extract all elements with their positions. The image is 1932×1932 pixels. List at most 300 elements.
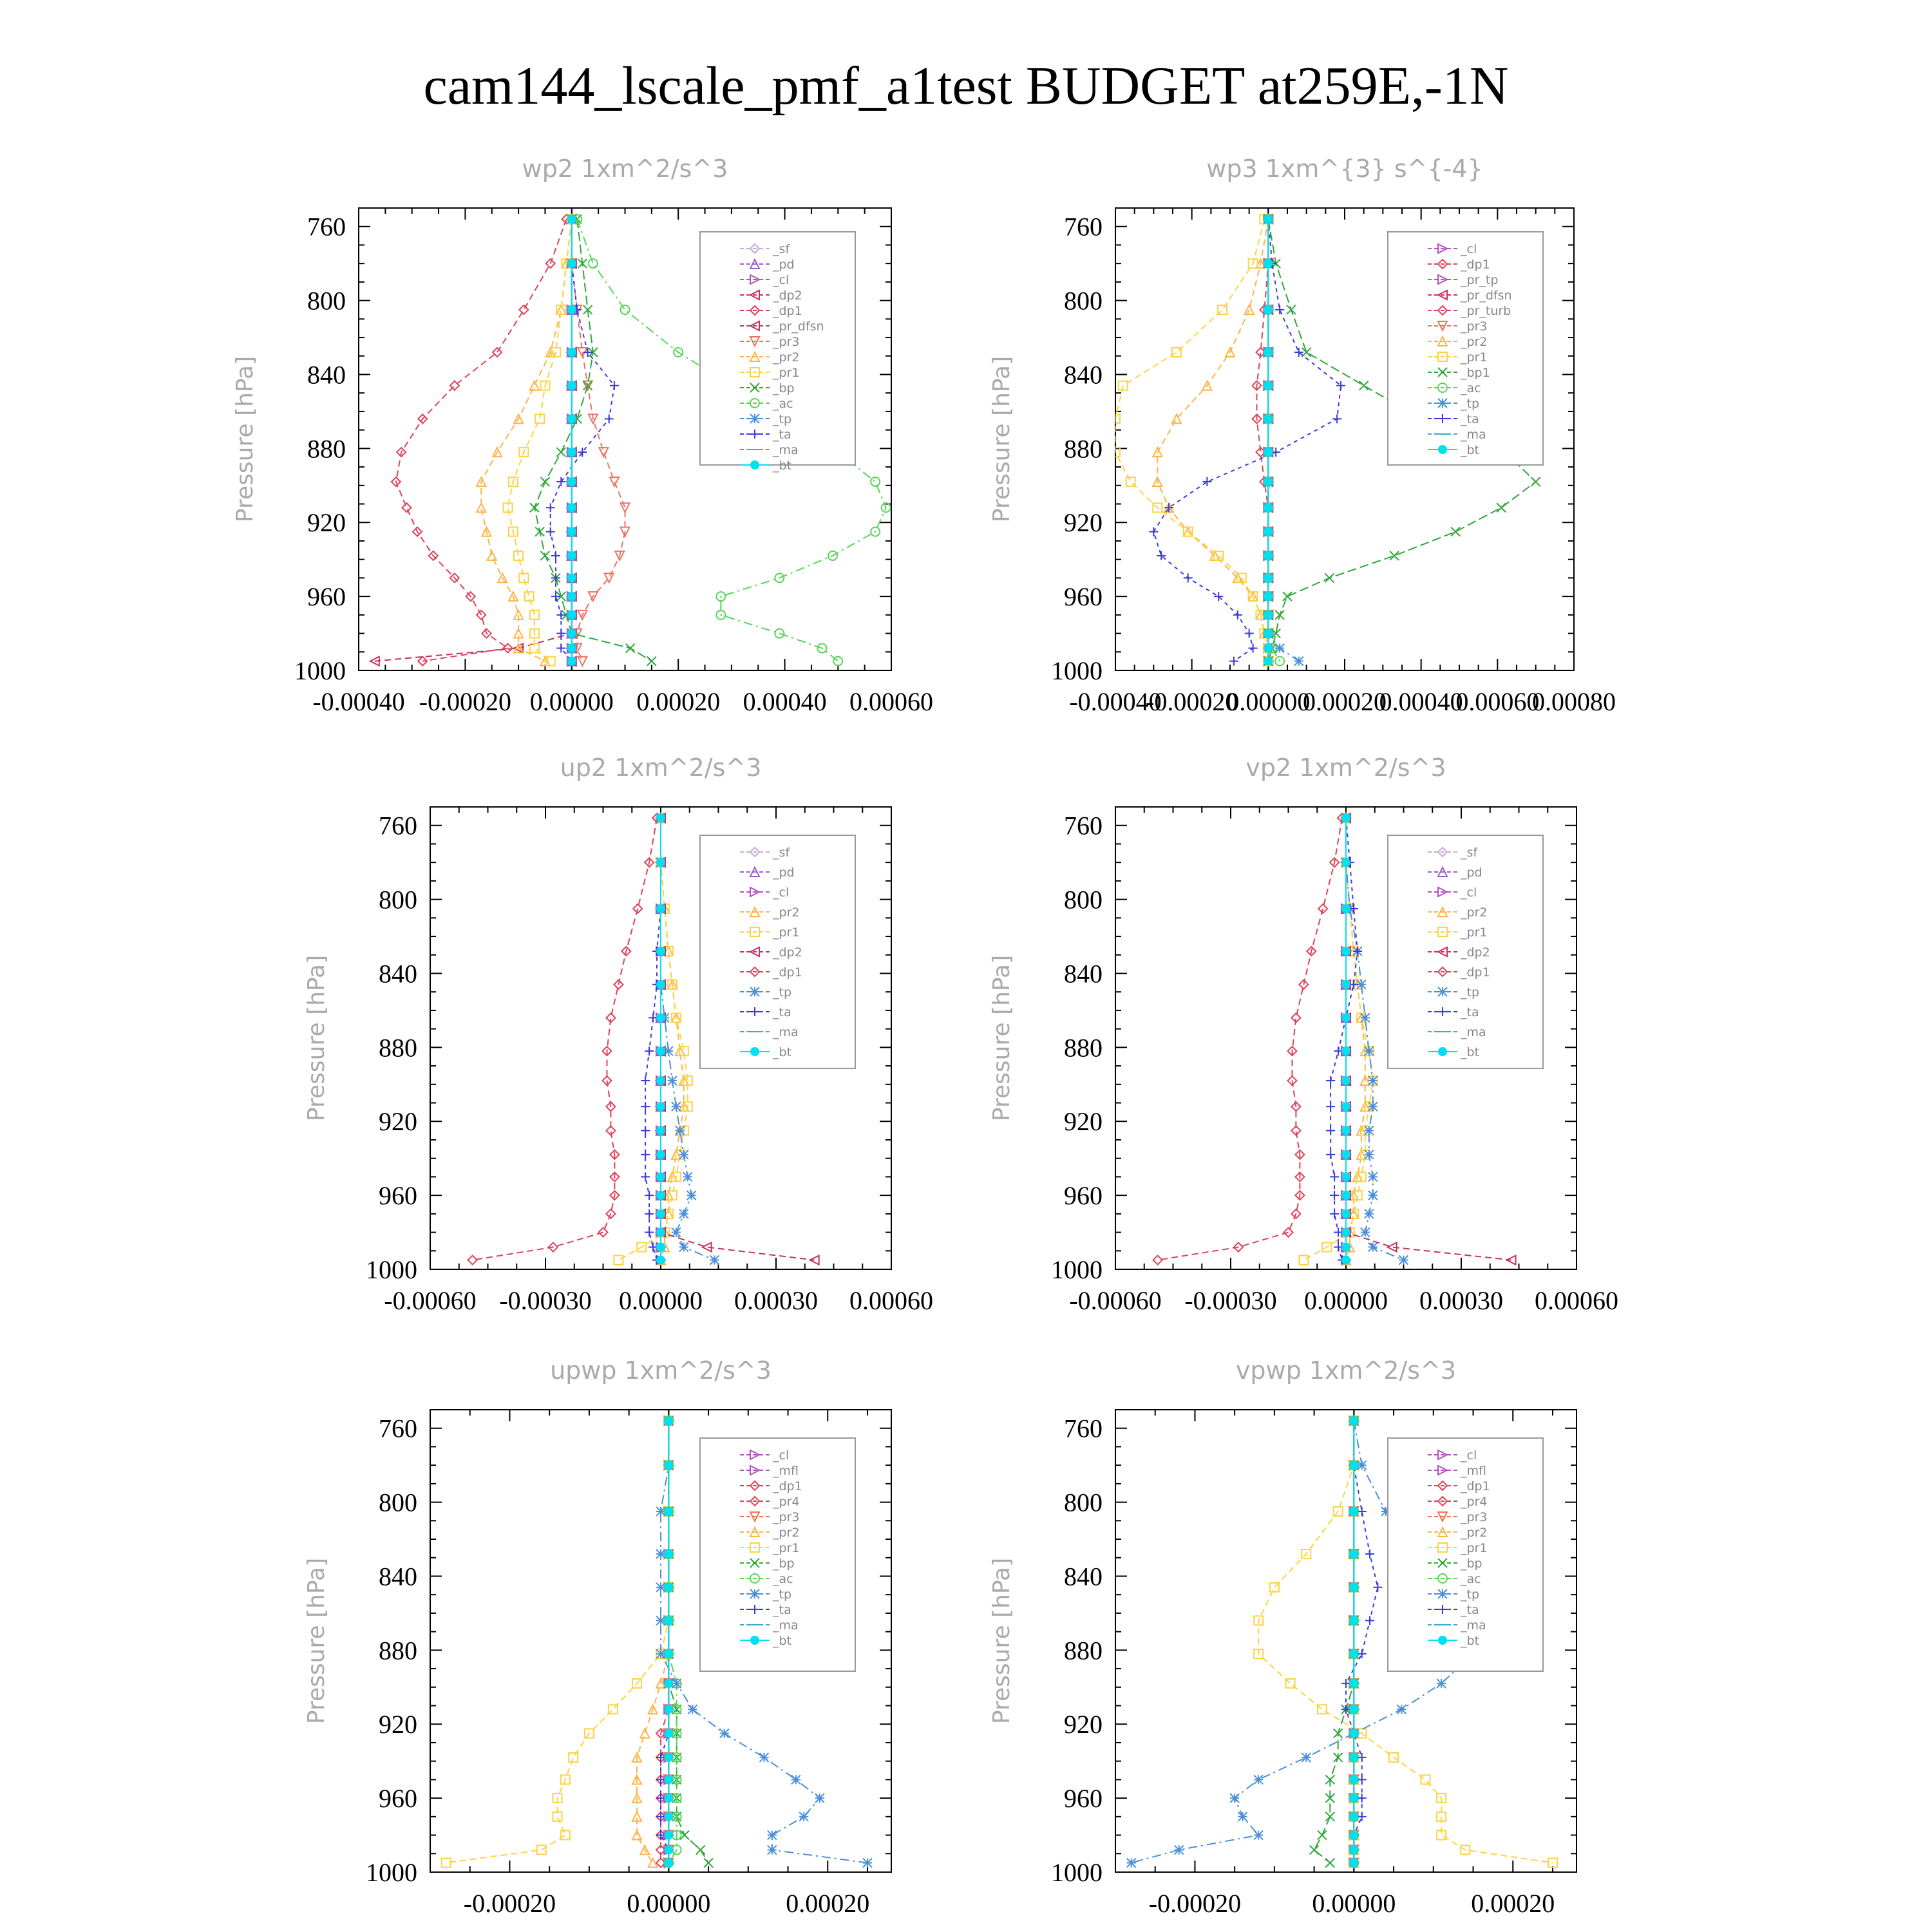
data-point [1358, 1753, 1367, 1762]
x-tick-label: -0.00020 [1148, 1889, 1242, 1918]
x-tick-label: 0.00020 [1471, 1889, 1555, 1918]
y-axis-label: Pressure [hPa] [989, 1557, 1015, 1725]
data-point [567, 448, 576, 457]
data-point [621, 503, 630, 512]
legend-label: _pr4 [773, 1495, 800, 1509]
data-point [641, 1126, 650, 1135]
data-point [567, 629, 576, 638]
series-pr1 [614, 813, 692, 1264]
y-tick-label: 840 [379, 1562, 417, 1591]
y-tick-label: 760 [379, 1414, 417, 1443]
y-tick-label: 1000 [1051, 1255, 1103, 1284]
data-point [1284, 1228, 1293, 1237]
y-tick-label: 840 [1064, 1562, 1103, 1591]
data-point [1497, 503, 1506, 512]
data-point [1368, 1102, 1378, 1111]
data-point [641, 1150, 650, 1159]
series-bt [1264, 214, 1273, 665]
y-tick-label: 800 [379, 1488, 417, 1517]
data-point [1264, 611, 1273, 620]
data-point [1341, 1228, 1350, 1237]
data-point [1365, 1549, 1374, 1558]
x-tick-label: -0.00040 [1069, 687, 1162, 716]
legend-label: _cl [773, 273, 790, 287]
data-point [1330, 1209, 1339, 1218]
y-tick-label: 760 [379, 811, 417, 840]
legend-label: _dp2 [773, 945, 802, 960]
data-point [676, 1126, 685, 1135]
y-tick-label: 920 [307, 508, 346, 538]
x-tick-label: 0.00000 [1226, 687, 1311, 716]
data-point [1153, 1256, 1162, 1265]
legend-label: _ac [1461, 1572, 1481, 1586]
series-dp1 [1153, 813, 1347, 1264]
data-point [567, 477, 576, 486]
series-dp1 [392, 214, 571, 665]
data-point [1254, 1775, 1263, 1784]
data-point [1264, 477, 1273, 486]
x-tick-label: 0.00020 [636, 687, 721, 716]
legend-label: _ac [773, 1572, 793, 1586]
data-point [1245, 629, 1254, 638]
y-axis-label: Pressure [hPa] [303, 1557, 330, 1725]
legend-label: _bt [1461, 1634, 1480, 1648]
data-point [679, 1150, 688, 1159]
data-point [664, 1679, 673, 1688]
data-point [1349, 1679, 1358, 1688]
data-point [679, 1209, 688, 1218]
y-tick-label: 960 [1064, 1784, 1103, 1814]
legend-label: _tp [1461, 1587, 1480, 1602]
data-point [664, 1794, 673, 1803]
data-point [656, 1013, 665, 1022]
data-point [567, 573, 576, 582]
data-point [641, 1076, 650, 1085]
data-point [525, 592, 534, 601]
x-tick-label: 0.00060 [1535, 1286, 1618, 1315]
data-point [1349, 1649, 1358, 1658]
legend-label: _ac [1461, 381, 1481, 395]
data-point [656, 947, 665, 956]
legend-label: _cl [1461, 1448, 1477, 1463]
data-point [1334, 1729, 1343, 1738]
legend-marker [750, 460, 759, 469]
data-point [1341, 858, 1350, 867]
y-tick-label: 920 [379, 1710, 417, 1739]
chart-panel-2 [989, 155, 1616, 716]
legend-label: _cl [1461, 242, 1477, 256]
data-point [1397, 1705, 1406, 1714]
data-point [645, 1191, 654, 1200]
series-bt [656, 813, 665, 1264]
legend-label: _bt [773, 1634, 792, 1648]
data-point [1365, 1616, 1374, 1625]
data-point [1341, 947, 1350, 956]
legend-label: _ma [773, 443, 799, 457]
chart-panel-5 [303, 1356, 891, 1918]
legend-label: _bp [1461, 1557, 1482, 1571]
data-point [664, 1583, 673, 1592]
data-point [1299, 1256, 1308, 1265]
y-axis-label: Pressure [hPa] [989, 954, 1015, 1122]
data-point [656, 1076, 665, 1085]
data-point [1249, 644, 1258, 653]
data-point [535, 527, 544, 536]
legend-label: _pr3 [1461, 319, 1488, 334]
data-point [402, 503, 411, 512]
series-bt [1341, 813, 1350, 1264]
series-bt [567, 214, 576, 665]
data-point [688, 1705, 697, 1714]
legend-label: _dp1 [1461, 1479, 1490, 1493]
legend-label: _dp2 [1461, 945, 1490, 960]
data-point [1341, 1243, 1350, 1252]
x-tick-label: 0.00040 [1379, 687, 1463, 716]
chart-panel-4 [989, 753, 1618, 1315]
legend-label: _pr3 [773, 335, 800, 349]
data-point [1326, 1150, 1335, 1159]
data-point [664, 1831, 673, 1840]
data-point [1373, 1583, 1382, 1592]
legend-label: _pd [1461, 866, 1482, 880]
data-point [567, 348, 576, 357]
legend-label: _ta [773, 428, 791, 442]
legend-marker [750, 987, 759, 996]
data-point [1202, 477, 1211, 486]
data-point [672, 1228, 681, 1237]
data-point [1349, 1812, 1358, 1821]
data-point [1341, 1102, 1350, 1111]
data-point [1349, 1753, 1358, 1762]
y-tick-label: 880 [1064, 434, 1103, 464]
data-point [540, 477, 549, 486]
legend-label: _pr2 [773, 1526, 800, 1540]
data-point [1349, 1416, 1358, 1425]
data-point [1264, 629, 1273, 638]
data-point [1238, 1812, 1247, 1821]
data-point [1275, 657, 1284, 666]
data-point [540, 551, 549, 560]
x-tick-label: 0.00040 [743, 687, 827, 716]
x-tick-label: 0.00000 [1312, 1889, 1396, 1918]
series-line [535, 219, 652, 661]
data-point [1264, 551, 1273, 560]
data-point [815, 1794, 824, 1803]
series-line [396, 219, 567, 661]
data-point [567, 259, 576, 268]
x-tick-label: -0.00020 [419, 687, 512, 716]
legend-label: _ma [773, 1025, 799, 1039]
data-point [1349, 1583, 1358, 1592]
data-point [656, 1649, 665, 1658]
data-point [556, 611, 565, 620]
data-point [645, 1046, 654, 1056]
data-point [1330, 1172, 1339, 1181]
panel-title: vp2 1xm^2/s^3 [1245, 753, 1446, 782]
data-point [567, 305, 576, 314]
panel-title: upwp 1xm^2/s^3 [550, 1356, 772, 1385]
y-tick-label: 880 [1064, 1636, 1103, 1665]
legend-label: _pr1 [773, 366, 800, 380]
data-point [863, 1859, 872, 1868]
data-point [633, 904, 642, 913]
series-pr1 [1299, 813, 1377, 1264]
data-point [1330, 1191, 1339, 1200]
legend-label: _dp1 [773, 965, 802, 980]
y-tick-label: 960 [1064, 1181, 1103, 1211]
legend-label: _pr_tp [1461, 273, 1499, 287]
data-point [1368, 1076, 1378, 1085]
y-axis-label: Pressure [hPa] [989, 355, 1015, 523]
data-point [1349, 1794, 1358, 1803]
x-tick-label: -0.00020 [463, 1889, 556, 1918]
x-tick-label: -0.00020 [1146, 687, 1238, 716]
data-point [668, 1076, 677, 1085]
legend-label: _pr2 [773, 905, 800, 920]
series-line [1314, 1421, 1354, 1862]
legend-label: _cl [773, 1448, 790, 1463]
data-point [656, 904, 665, 913]
y-tick-label: 960 [379, 1784, 417, 1814]
data-point [551, 551, 560, 560]
data-point [656, 1507, 665, 1516]
data-point [672, 1679, 681, 1688]
legend-marker [750, 414, 759, 423]
data-point [687, 1191, 696, 1200]
data-point [621, 305, 630, 314]
y-axis-label: Pressure [hPa] [303, 954, 330, 1122]
data-point [1361, 1013, 1370, 1022]
legend [700, 232, 855, 473]
data-point [1341, 1046, 1350, 1056]
legend-label: _bt [773, 459, 792, 473]
data-point [1349, 1859, 1358, 1868]
data-point [799, 1812, 808, 1821]
data-point [1326, 1102, 1335, 1111]
data-point [664, 1416, 673, 1425]
panel-title: wp2 1xm^2/s^3 [522, 155, 728, 183]
data-point [514, 551, 523, 560]
chart-panel-6 [989, 1356, 1577, 1918]
data-point [1264, 503, 1273, 512]
x-tick-label: 0.00000 [1304, 1286, 1388, 1315]
data-point [1368, 1172, 1378, 1181]
data-point [1341, 1150, 1350, 1159]
data-point [656, 1256, 665, 1265]
data-point [1325, 1859, 1334, 1868]
data-point [683, 1172, 692, 1181]
legend-label: _ta [1461, 1005, 1479, 1019]
y-tick-label: 760 [307, 212, 346, 242]
data-point [561, 1831, 570, 1840]
data-point [1287, 305, 1296, 314]
data-point [656, 980, 665, 989]
legend-label: _pr4 [1461, 1495, 1488, 1509]
legend-label: _pr1 [1461, 925, 1488, 940]
data-point [1368, 1243, 1378, 1252]
data-point [720, 1729, 729, 1738]
data-point [1264, 259, 1273, 268]
data-point [1275, 305, 1284, 314]
legend-label: _dp1 [773, 304, 802, 318]
legend-label: _bp [773, 1557, 795, 1571]
data-point [1318, 904, 1327, 913]
data-point [1264, 573, 1273, 582]
data-point [546, 503, 555, 512]
data-point [553, 1812, 562, 1821]
data-point [1365, 1209, 1374, 1218]
data-point [641, 1172, 650, 1181]
series-pr2 [477, 214, 576, 665]
legend [1388, 232, 1543, 465]
data-point [556, 629, 565, 638]
data-point [488, 551, 497, 560]
data-point [1184, 573, 1193, 582]
data-point [556, 477, 565, 486]
data-point [1318, 1831, 1327, 1840]
legend-label: _pr1 [1461, 1541, 1488, 1555]
x-tick-label: -0.00030 [499, 1286, 592, 1315]
data-point [1349, 1831, 1358, 1840]
legend-label: _bt [1461, 443, 1480, 457]
data-point [1264, 592, 1273, 601]
legend-marker [750, 1047, 759, 1056]
data-point [656, 1046, 665, 1056]
y-tick-label: 920 [1064, 1710, 1103, 1739]
data-point [656, 813, 665, 822]
data-point [656, 1191, 665, 1200]
data-point [1341, 1076, 1350, 1085]
y-tick-label: 760 [1064, 212, 1103, 242]
y-tick-label: 760 [1064, 811, 1103, 840]
legend-label: _sf [1461, 846, 1478, 860]
data-point [567, 503, 576, 512]
data-point [1341, 1172, 1350, 1181]
x-tick-label: 0.00020 [786, 1889, 870, 1918]
data-point [656, 1583, 665, 1592]
legend-label: _bt [773, 1045, 792, 1059]
data-point [664, 1812, 673, 1821]
y-tick-label: 1000 [366, 1858, 417, 1887]
data-point [1358, 1794, 1367, 1803]
legend-label: _pr_dfsn [1461, 289, 1512, 303]
data-point [1302, 1753, 1311, 1762]
data-point [477, 503, 486, 512]
legend-label: _ta [1461, 412, 1479, 426]
y-tick-label: 840 [1064, 959, 1103, 989]
y-tick-label: 880 [307, 434, 346, 464]
data-point [791, 1775, 800, 1784]
data-point [578, 657, 587, 666]
data-point [1254, 1831, 1263, 1840]
legend-label: _tp [773, 985, 792, 999]
legend-label: _cl [1461, 886, 1477, 900]
data-point [530, 381, 539, 390]
y-tick-label: 880 [1064, 1033, 1103, 1063]
legend-marker [1438, 399, 1447, 408]
data-point [1245, 305, 1254, 314]
data-point [632, 1831, 641, 1840]
data-point [1357, 980, 1366, 989]
chart-panels [232, 155, 1618, 1918]
legend-label: _pr2 [1461, 1526, 1488, 1540]
y-tick-label: 960 [1064, 582, 1103, 612]
panel-title: vpwp 1xm^2/s^3 [1235, 1356, 1457, 1385]
data-point [1365, 1150, 1374, 1159]
data-point [1264, 414, 1273, 423]
legend-label: _dp1 [1461, 258, 1490, 272]
x-tick-label: 0.00030 [1419, 1286, 1503, 1315]
data-point [1341, 904, 1350, 913]
data-point [1325, 573, 1334, 582]
data-point [1341, 1126, 1350, 1135]
series-pr1 [1111, 214, 1273, 665]
legend-label: _pr1 [773, 1541, 800, 1555]
data-point [1349, 1729, 1358, 1738]
legend-label: _dp2 [773, 289, 802, 303]
y-tick-label: 920 [1064, 508, 1103, 538]
legend-label: _ta [773, 1005, 791, 1019]
y-tick-label: 920 [379, 1107, 417, 1137]
legend-label: _tp [1461, 397, 1480, 411]
data-point [1349, 1705, 1358, 1714]
legend-label: _pd [773, 258, 795, 272]
y-tick-label: 800 [1064, 286, 1103, 316]
legend-marker [750, 1589, 759, 1598]
legend-label: _ac [773, 397, 793, 411]
data-point [664, 1649, 673, 1658]
data-point [1294, 657, 1303, 666]
legend-label: _pr3 [1461, 1510, 1488, 1524]
legend-label: _ma [1461, 1618, 1486, 1633]
series-line [473, 818, 657, 1260]
panel-title: up2 1xm^2/s^3 [560, 753, 762, 782]
data-point [1175, 1846, 1184, 1855]
data-point [1341, 1256, 1350, 1265]
page-title: cam144_lscale_pmf_a1test BUDGET at259E,-1N [423, 56, 1509, 116]
data-point [1451, 527, 1460, 536]
data-point [567, 644, 576, 653]
data-point [551, 592, 560, 601]
data-point [569, 1753, 578, 1762]
series-bp [530, 214, 656, 665]
data-point [519, 573, 528, 582]
legend-label: _cl [773, 886, 790, 900]
legend [700, 1438, 855, 1671]
data-point [1264, 214, 1273, 223]
y-tick-label: 800 [1064, 885, 1103, 914]
data-point [468, 1256, 477, 1265]
data-point [679, 1243, 688, 1252]
data-point [656, 1209, 665, 1218]
legend-marker [750, 1636, 759, 1645]
data-point [1264, 657, 1273, 666]
data-point [664, 1507, 673, 1516]
x-tick-label: 0.00000 [529, 687, 614, 716]
series-ta [1149, 214, 1345, 665]
data-point [1349, 1616, 1358, 1625]
chart-panel-3 [303, 753, 933, 1315]
x-tick-label: 0.00060 [1455, 687, 1540, 716]
x-tick-label: -0.00060 [1069, 1286, 1162, 1315]
x-tick-label: 0.00000 [627, 1889, 711, 1918]
series-line [1158, 818, 1342, 1260]
data-point [1358, 1507, 1367, 1516]
x-tick-label: 0.00060 [849, 687, 933, 716]
y-tick-label: 800 [379, 885, 417, 914]
legend-label: _tp [1461, 985, 1480, 999]
legend-label: _ma [773, 1618, 799, 1633]
